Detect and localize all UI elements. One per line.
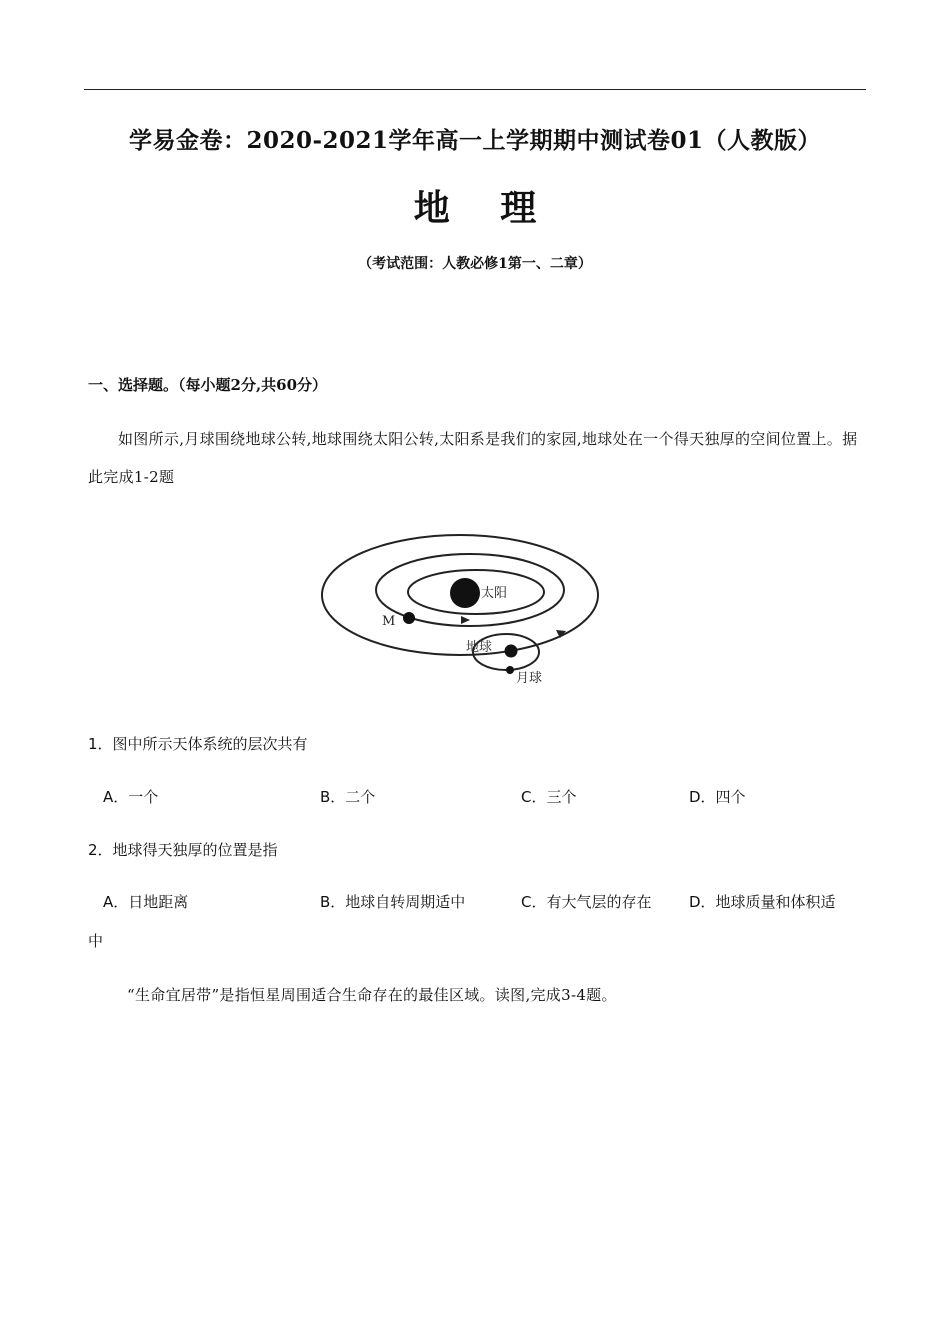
question-stem: 2．地球得天独厚的位置是指	[88, 841, 278, 859]
option-c: C．有大气层的存在	[521, 893, 652, 911]
orbit-arrow-icon	[461, 616, 470, 624]
passage-intro: 如图所示,月球围绕地球公转,地球围绕太阳公转,太阳系是我们的家园,地球处在一个得天独厚的空间位置上。据此完成1-2题	[88, 430, 858, 486]
passage-intro-2: “生命宜居带”是指恒星周围适合生命存在的最佳区域。读图,完成3-4题。	[127, 986, 617, 1004]
sun-label: 太阳	[481, 586, 508, 601]
question-stem: 1．图中所示天体系统的层次共有	[88, 735, 308, 753]
header-rule	[84, 89, 866, 90]
sun-icon	[450, 578, 480, 608]
option-c: C．三个	[521, 788, 577, 806]
exam-title: 学易金卷：2020-2021学年高一上学期期中测试卷01（人教版）	[128, 127, 822, 154]
option-b: B．二个	[320, 788, 376, 806]
moon-label: 月球	[516, 671, 543, 686]
option-a: A．日地距离	[103, 893, 189, 911]
exam-scope: （考试范围：人教必修1第一、二章）	[358, 256, 592, 272]
section-heading: 一、选择题。（每小题2分,共60分）	[88, 376, 328, 394]
earth-label: 地球	[466, 640, 493, 655]
solar-system-diagram	[318, 528, 604, 692]
moon-icon	[506, 666, 514, 674]
option-a: A．一个	[103, 788, 159, 806]
option-b: B．地球自转周期适中	[320, 893, 466, 911]
m-body-icon	[403, 612, 415, 624]
option-d-continuation: 中	[88, 932, 104, 950]
m-label: M	[382, 614, 396, 629]
option-d: D．地球质量和体积适	[689, 893, 836, 911]
option-d: D．四个	[689, 788, 746, 806]
subject-title: 地 理	[413, 188, 537, 229]
earth-icon	[505, 645, 518, 658]
